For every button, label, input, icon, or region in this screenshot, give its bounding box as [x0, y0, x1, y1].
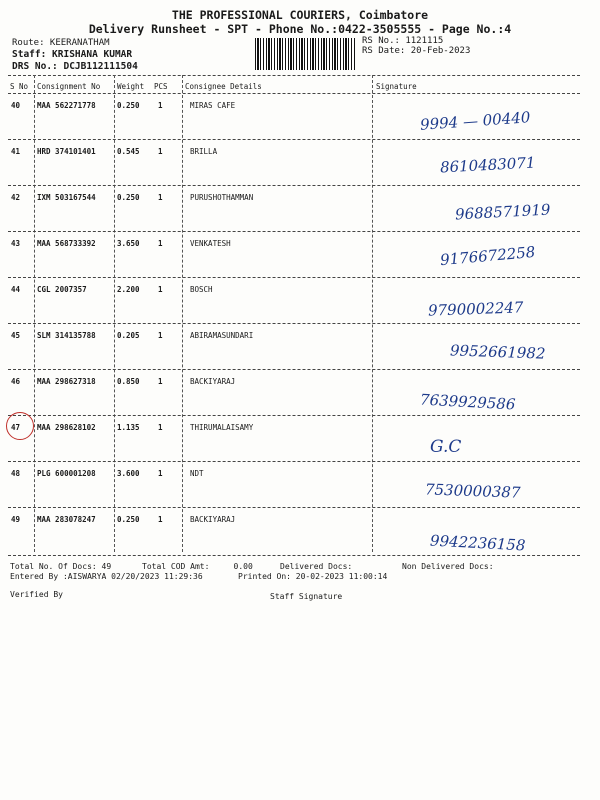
- col-header-consignee: Consignee Details: [185, 82, 262, 91]
- row-consignee: PURUSHOTHAMMAN: [190, 193, 254, 202]
- row-signature: 9176672258: [439, 242, 537, 270]
- row-weight: 3.600: [117, 469, 140, 478]
- row-pcs: 1: [158, 377, 163, 386]
- total-cod: Total COD Amt: 0.00: [142, 562, 253, 571]
- row-pcs: 1: [158, 423, 163, 432]
- delivered-docs: Delivered Docs:: [280, 562, 353, 571]
- row-rule: [8, 231, 580, 232]
- row-consignment: MAA 562271778: [37, 101, 96, 110]
- col-divider: [372, 75, 373, 552]
- col-header-sno: S No: [10, 82, 29, 91]
- row-rule: [8, 461, 580, 462]
- row-rule: [8, 277, 580, 278]
- col-divider: [182, 75, 183, 552]
- row-consignee: BACKIYARAJ: [190, 515, 236, 524]
- row-consignment: SLM 314135788: [37, 331, 96, 340]
- table-top-rule: [8, 75, 580, 76]
- barcode: [255, 38, 355, 70]
- col-header-consignment: Consignment No: [37, 82, 101, 91]
- row-rule: [8, 369, 580, 370]
- row-pcs: 1: [158, 147, 163, 156]
- total-docs: Total No. Of Docs: 49: [10, 562, 112, 571]
- row-sno: 40: [11, 101, 21, 110]
- row-weight: 1.135: [117, 423, 140, 432]
- row-pcs: 1: [158, 193, 163, 202]
- row-signature: G.C: [430, 437, 462, 457]
- row-signature: 7639929586: [419, 390, 516, 414]
- row-consignment: MAA 283078247: [37, 515, 96, 524]
- row-consignee: BACKIYARAJ: [190, 377, 236, 386]
- row-pcs: 1: [158, 515, 163, 524]
- row-sno: 42: [11, 193, 21, 202]
- row-pcs: 1: [158, 285, 163, 294]
- row-signature: 9790002247: [427, 298, 524, 320]
- row-consignment: MAA 568733392: [37, 239, 96, 248]
- row-rule: [8, 323, 580, 324]
- row-consignment: MAA 298627318: [37, 377, 96, 386]
- staff-label: Staff: KRISHANA KUMAR: [12, 49, 133, 60]
- staff-signature: Staff Signature: [270, 592, 343, 601]
- rs-date: RS Date: 20-Feb-2023: [362, 46, 471, 56]
- row-rule: [8, 185, 580, 186]
- row-consignment: IXM 503167544: [37, 193, 96, 202]
- row-consignee: MIRAS CAFE: [190, 101, 236, 110]
- row-signature: 7530000387: [424, 480, 521, 502]
- col-divider: [34, 75, 35, 552]
- row-weight: 2.200: [117, 285, 140, 294]
- row-signature: 8610483071: [439, 153, 536, 177]
- drs-label: DRS No.: DCJB112111504: [12, 61, 138, 72]
- col-divider: [114, 75, 115, 552]
- row-weight: 0.250: [117, 101, 140, 110]
- row-sno: 43: [11, 239, 21, 248]
- row-weight: 0.545: [117, 147, 140, 156]
- company-title: THE PROFESSIONAL COURIERS, Coimbatore: [171, 8, 429, 22]
- row-signature: 9952661982: [449, 341, 546, 363]
- verified-by: Verified By: [10, 590, 63, 599]
- row-consignee: NDT: [190, 469, 204, 478]
- row-rule: [8, 415, 580, 416]
- row-consignee: BRILLA: [190, 147, 218, 156]
- row-sno: 48: [11, 469, 21, 478]
- row-signature: 9994 — 00440: [419, 108, 531, 134]
- row-signature: 9942236158: [429, 531, 526, 555]
- row-weight: 0.250: [117, 515, 140, 524]
- row-sno: 45: [11, 331, 21, 340]
- row-consignee: VENKATESH: [190, 239, 231, 248]
- col-header-pcs: PCS: [154, 82, 168, 91]
- runsheet-title: Delivery Runsheet - SPT - Phone No.:0422-3505555 - Page No.:4: [88, 22, 512, 36]
- row-rule: [8, 555, 580, 556]
- row-consignment: MAA 298628102: [37, 423, 96, 432]
- route-label: Route: KEERANATHAM: [12, 38, 110, 48]
- row-consignment: HRD 374101401: [37, 147, 96, 156]
- row-weight: 0.250: [117, 193, 140, 202]
- row-pcs: 1: [158, 101, 163, 110]
- row-sno: 44: [11, 285, 21, 294]
- col-header-weight: Weight: [117, 82, 145, 91]
- col-header-signature: Signature: [376, 82, 417, 91]
- row-weight: 0.205: [117, 331, 140, 340]
- row-sno: 46: [11, 377, 21, 386]
- row-consignee: ABIRAMASUNDARI: [190, 331, 254, 340]
- table-header-rule: [8, 93, 580, 94]
- entered-by: Entered By :AISWARYA 02/20/2023 11:29:36: [10, 572, 203, 581]
- non-delivered-docs: Non Delivered Docs:: [402, 562, 494, 571]
- row-signature: 9688571919: [454, 200, 551, 224]
- row-pcs: 1: [158, 469, 163, 478]
- row-rule: [8, 139, 580, 140]
- row-rule: [8, 507, 580, 508]
- row-consignment: PLG 600001208: [37, 469, 96, 478]
- row-pcs: 1: [158, 239, 163, 248]
- row-weight: 0.850: [117, 377, 140, 386]
- row-sno: 49: [11, 515, 21, 524]
- printed-on: Printed On: 20-02-2023 11:00:14: [238, 572, 388, 581]
- row-consignee: BOSCH: [190, 285, 213, 294]
- row-weight: 3.650: [117, 239, 140, 248]
- row-consignment: CGL 2007357: [37, 285, 87, 294]
- row-sno: 47: [11, 423, 21, 432]
- row-pcs: 1: [158, 331, 163, 340]
- rs-number: RS No.: 1121115: [362, 36, 444, 46]
- row-sno: 41: [11, 147, 21, 156]
- row-consignee: THIRUMALAISAMY: [190, 423, 254, 432]
